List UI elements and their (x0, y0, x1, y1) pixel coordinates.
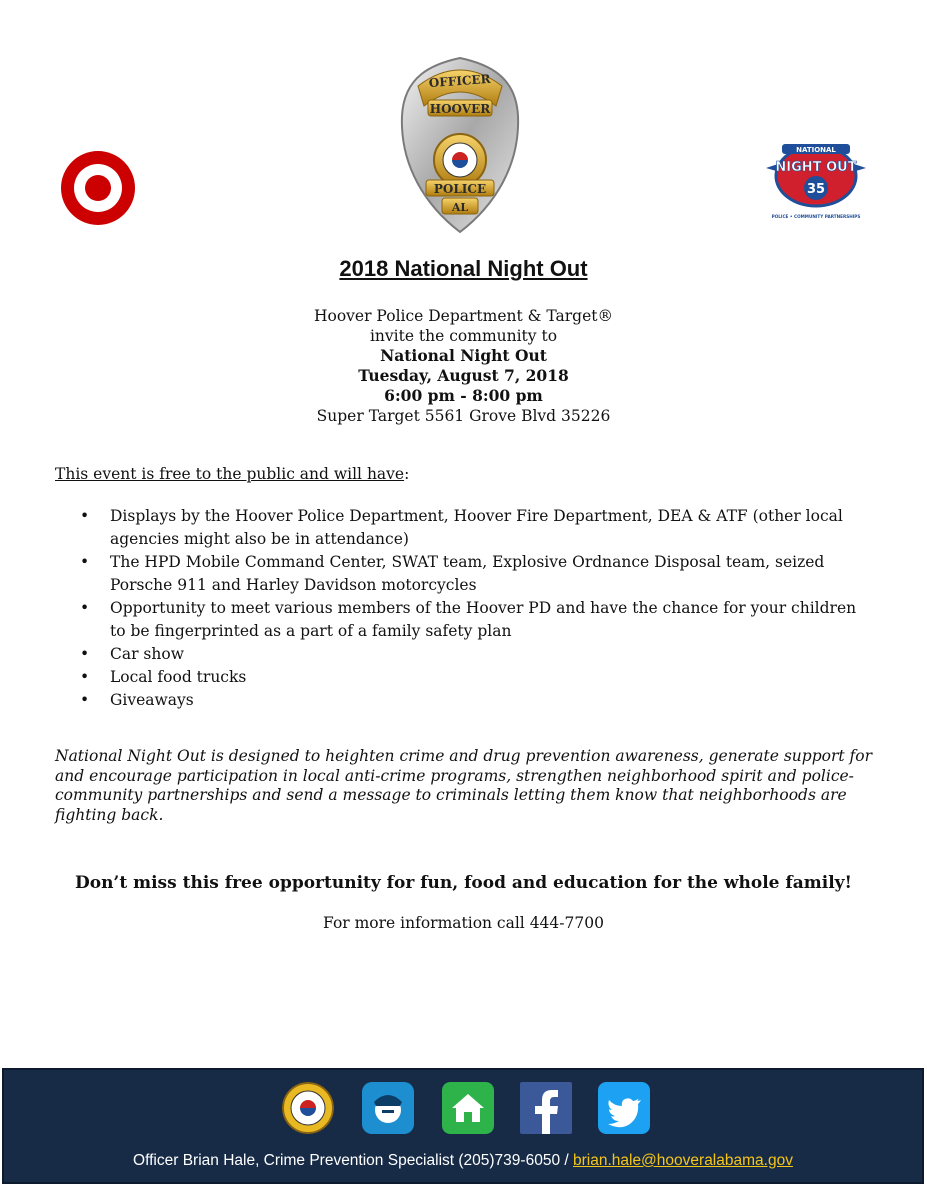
more-info: For more information call 444-7700 (323, 914, 604, 932)
footer-email-link[interactable]: brian.hale@hooveralabama.gov (572, 1152, 793, 1169)
event-name: National Night Out (380, 346, 547, 365)
bullet-icon: • (80, 645, 90, 663)
list-item-text: The HPD Mobile Command Center, SWAT team, Explosive Ordnance Disposal team, seized Porsche 911 and Harley Davidson motorcycles (110, 553, 825, 594)
footer-contact-text: Officer Brian Hale, Crime Prevention Specialist (205)739-6050 / (133, 1152, 573, 1169)
facebook-icon[interactable] (520, 1082, 572, 1134)
event-location: Super Target 5561 Grove Blvd 35226 (316, 407, 611, 425)
bullet-icon: • (80, 668, 90, 686)
page-title: 2018 National Night Out (339, 256, 588, 281)
list-item-text: Opportunity to meet various members of the Hoover PD and have the chance for your children to be fingerprinted as a part of a family safety plan (110, 599, 857, 640)
intro-heading-colon: : (404, 465, 410, 483)
event-time: 6:00 pm - 8:00 pm (384, 386, 543, 405)
invitation-line1: Hoover Police Department & Target® (313, 307, 614, 325)
nno-number: 35 (806, 182, 826, 197)
list-item-text: Local food trucks (110, 668, 247, 686)
nno-line2: NIGHT OUT (775, 160, 857, 175)
tagline: Don’t miss this free opportunity for fun, food and education for the whole family! (74, 873, 852, 893)
event-date: Tuesday, August 7, 2018 (358, 366, 569, 385)
nextdoor-home-icon[interactable] (442, 1082, 494, 1134)
national-night-out-logo-icon (760, 138, 872, 224)
badge-bottom-text: POLICE (433, 182, 487, 196)
twitter-icon[interactable] (598, 1082, 650, 1134)
badge-state-text: AL (451, 201, 469, 214)
hoover-police-badge-icon (398, 56, 522, 234)
nno-line1: NATIONAL (796, 146, 836, 154)
list-item (80, 551, 870, 597)
bullet-icon: • (80, 691, 90, 709)
list-item (80, 505, 870, 551)
list-item (80, 689, 870, 712)
description-paragraph: National Night Out is designed to heighten crime and drug prevention awareness, generate support for and encourage participation in local anti-crime programs, strengthen neighborhood spirit and police-community partnerships and send a message to criminals letting them know that neighborhoods are fighting back. (55, 747, 873, 824)
target-logo-icon (60, 150, 136, 226)
list-item (80, 666, 870, 689)
footer-contact (4, 1152, 922, 1170)
police-app-icon[interactable] (362, 1082, 414, 1134)
list-item (80, 597, 870, 643)
hoover-police-seal-icon[interactable] (282, 1082, 334, 1134)
list-item-text: Giveaways (110, 691, 194, 709)
list-item-text: Car show (110, 645, 184, 663)
list-item (80, 643, 870, 666)
bullet-icon: • (80, 553, 90, 571)
intro-heading (55, 465, 409, 483)
badge-city-text: HOOVER (429, 102, 491, 116)
bullet-icon: • (80, 507, 90, 525)
invitation-line2: invite the community to (369, 327, 558, 345)
list-item-text: Displays by the Hoover Police Department, Hoover Fire Department, DEA & ATF (other local agencies might also be in attendance) (110, 507, 843, 548)
features-list (80, 505, 870, 712)
nno-tagline: POLICE • COMMUNITY PARTNERSHIPS (771, 214, 861, 219)
footer-bar (2, 1068, 924, 1184)
bullet-icon: • (80, 599, 90, 617)
intro-heading-text: This event is free to the public and will have (55, 465, 405, 483)
badge-top-text: OFFICER (428, 71, 492, 91)
